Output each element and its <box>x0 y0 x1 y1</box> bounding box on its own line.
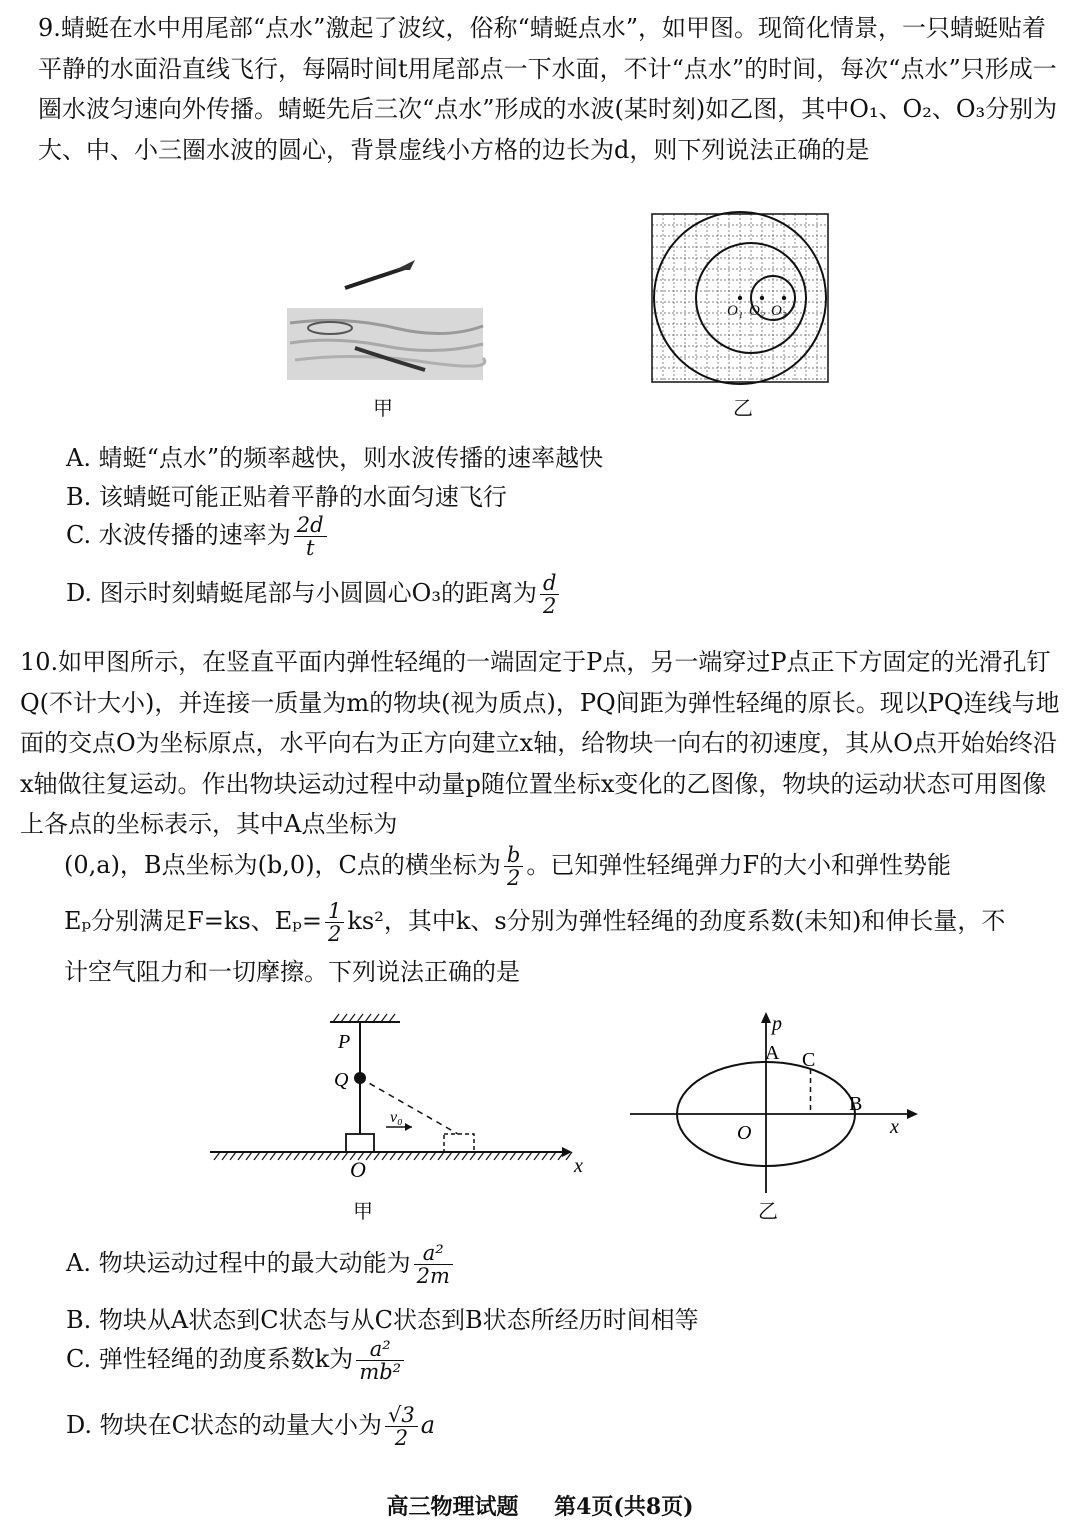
label-v0: v₀ <box>390 1109 403 1126</box>
fraction-numerator: b <box>504 844 523 867</box>
question-text: 。已知弹性轻绳弹力F的大小和弹性势能 <box>526 851 952 880</box>
fraction-denominator: 2 <box>394 1426 409 1451</box>
q9-option-c <box>66 514 330 559</box>
option-text: C. 弹性轻绳的劲度系数k为 <box>66 1345 354 1374</box>
page-footer <box>0 1490 1080 1521</box>
momentum-position-graph <box>630 1008 920 1193</box>
q10-option-c <box>66 1338 407 1383</box>
q10-option-b: B. 物块从A状态到C状态与从C状态到B状态所经历时间相等 <box>66 1306 699 1334</box>
axis-label-p: p <box>772 1013 782 1035</box>
question-10-stem <box>20 642 1060 845</box>
fraction-denominator: 2 <box>327 922 342 947</box>
circle-center-label: O₁ <box>727 303 744 319</box>
point-label-c: C <box>802 1049 816 1071</box>
fraction-denominator: 2 <box>542 594 557 619</box>
q9-option-d <box>66 572 562 617</box>
fraction <box>325 900 344 945</box>
fraction <box>504 844 523 889</box>
point-label-a: A <box>765 1042 780 1064</box>
q10-figure-jia-label: 甲 <box>353 1199 373 1223</box>
wave-circles-diagram <box>652 214 828 382</box>
fraction <box>385 1404 418 1449</box>
question-text: 计空气阻力和一切摩擦。下列说法正确的是 <box>64 958 520 986</box>
question-text: Eₚ分别满足F=ks、Eₚ= <box>64 907 322 936</box>
figure-jia-label: 甲 <box>373 396 393 420</box>
origin-label-o: O <box>737 1122 752 1144</box>
question-10-line-5 <box>64 844 1060 889</box>
label-x: x <box>574 1155 583 1177</box>
dragonfly-photo <box>285 248 485 383</box>
question-text: 如甲图所示，在竖直平面内弹性轻绳的一端固定于P点，另一端穿过P点正下方固定的光滑孔钉Q(不计大小)，并连接一质量为m的物块(视为质点)，PQ间距为弹性轻绳的原长。现以PQ连线与地面的交点O为坐标原点，水平向右为正方向建立x轴，给物块一向右的初速度，其从O点开始始终沿x轴做往复运动。作出物块运动过程中动量p随位置坐标x变化的乙图像，物块的运动状态可用图像上各点的坐标表示，其中A点坐标为 <box>20 648 1060 838</box>
question-text: (0,a)，B点坐标为(b,0)，C点的横坐标为 <box>64 851 501 880</box>
question-text: ks²，其中k、s分别为弹性轻绳的劲度系数(未知)和伸长量，不 <box>347 907 1006 936</box>
option-text: A. 物块运动过程中的最大动能为 <box>66 1249 411 1278</box>
question-10 <box>20 642 1060 845</box>
question-9-stem <box>38 8 1060 170</box>
fraction-numerator: a² <box>414 1242 453 1265</box>
question-text: 蜻蜓在水中用尾部“点水”激起了波纹，俗称“蜻蜓点水”，如甲图。现简化情景，一只蜻蜓贴着平静的水面沿直线飞行，每隔时间t用尾部点一下水面，不计“点水”的时间，每次“点水”只形成一圈水波匀速向外传播。蜻蜓先后三次“点水”形成的水波(某时刻)如乙图，其中O₁、O₂、O₃分别为大、中、小三圈水波的圆心，背景虚线小方格的边长为d，则下列说法正确的是 <box>38 14 1058 164</box>
q10-option-a <box>66 1242 456 1287</box>
label-o: O <box>350 1157 366 1182</box>
question-10-line-6 <box>64 900 1060 945</box>
footer-page-number: 第4页(共8页) <box>554 1494 694 1520</box>
circle-center-dot <box>782 296 786 300</box>
point-label-b: B <box>849 1093 863 1115</box>
question-number: 10. <box>20 648 59 676</box>
label-p: P <box>338 1031 351 1053</box>
option-text: a <box>420 1411 436 1440</box>
fraction <box>540 572 559 617</box>
footer-subject: 高三物理试题 <box>386 1494 519 1520</box>
fraction-denominator: 2m <box>416 1264 450 1289</box>
circle-center-dot <box>760 296 764 300</box>
elastic-rope-diagram <box>200 1010 600 1180</box>
q10-figure-yi-label: 乙 <box>758 1199 778 1223</box>
label-q: Q <box>334 1069 349 1091</box>
circle-center-dot <box>738 296 742 300</box>
fraction-denominator: mb² <box>359 1360 402 1385</box>
question-9 <box>38 8 1060 170</box>
option-text: D. 物块在C状态的动量大小为 <box>66 1411 383 1440</box>
axis-label-x: x <box>890 1116 899 1138</box>
q9-option-a: A. 蜻蜓“点水”的频率越快，则水波传播的速率越快 <box>66 444 604 472</box>
fraction-numerator: 1 <box>325 900 344 923</box>
fraction-denominator: t <box>305 536 315 561</box>
fraction <box>356 1338 404 1383</box>
question-number: 9. <box>38 14 61 42</box>
option-text: D. 图示时刻蜻蜓尾部与小圆圆心O₃的距离为 <box>66 579 537 608</box>
question-10-line-7 <box>64 952 1060 993</box>
fraction-denominator: 2 <box>506 866 521 891</box>
fraction-numerator: 2d <box>294 514 327 537</box>
fraction <box>294 514 327 559</box>
circle-center-label: O₂ <box>749 303 766 319</box>
figure-yi-label: 乙 <box>733 396 753 420</box>
option-text: C. 水波传播的速率为 <box>66 521 291 550</box>
fraction-numerator: a² <box>356 1338 404 1361</box>
fraction-numerator: d <box>540 572 559 595</box>
fraction <box>414 1242 453 1287</box>
q10-option-d <box>66 1404 435 1449</box>
fraction-numerator: √3 <box>385 1404 418 1427</box>
q9-option-b: B. 该蜻蜓可能正贴着平静的水面匀速飞行 <box>66 483 507 511</box>
circle-center-label: O₃ <box>771 303 788 319</box>
